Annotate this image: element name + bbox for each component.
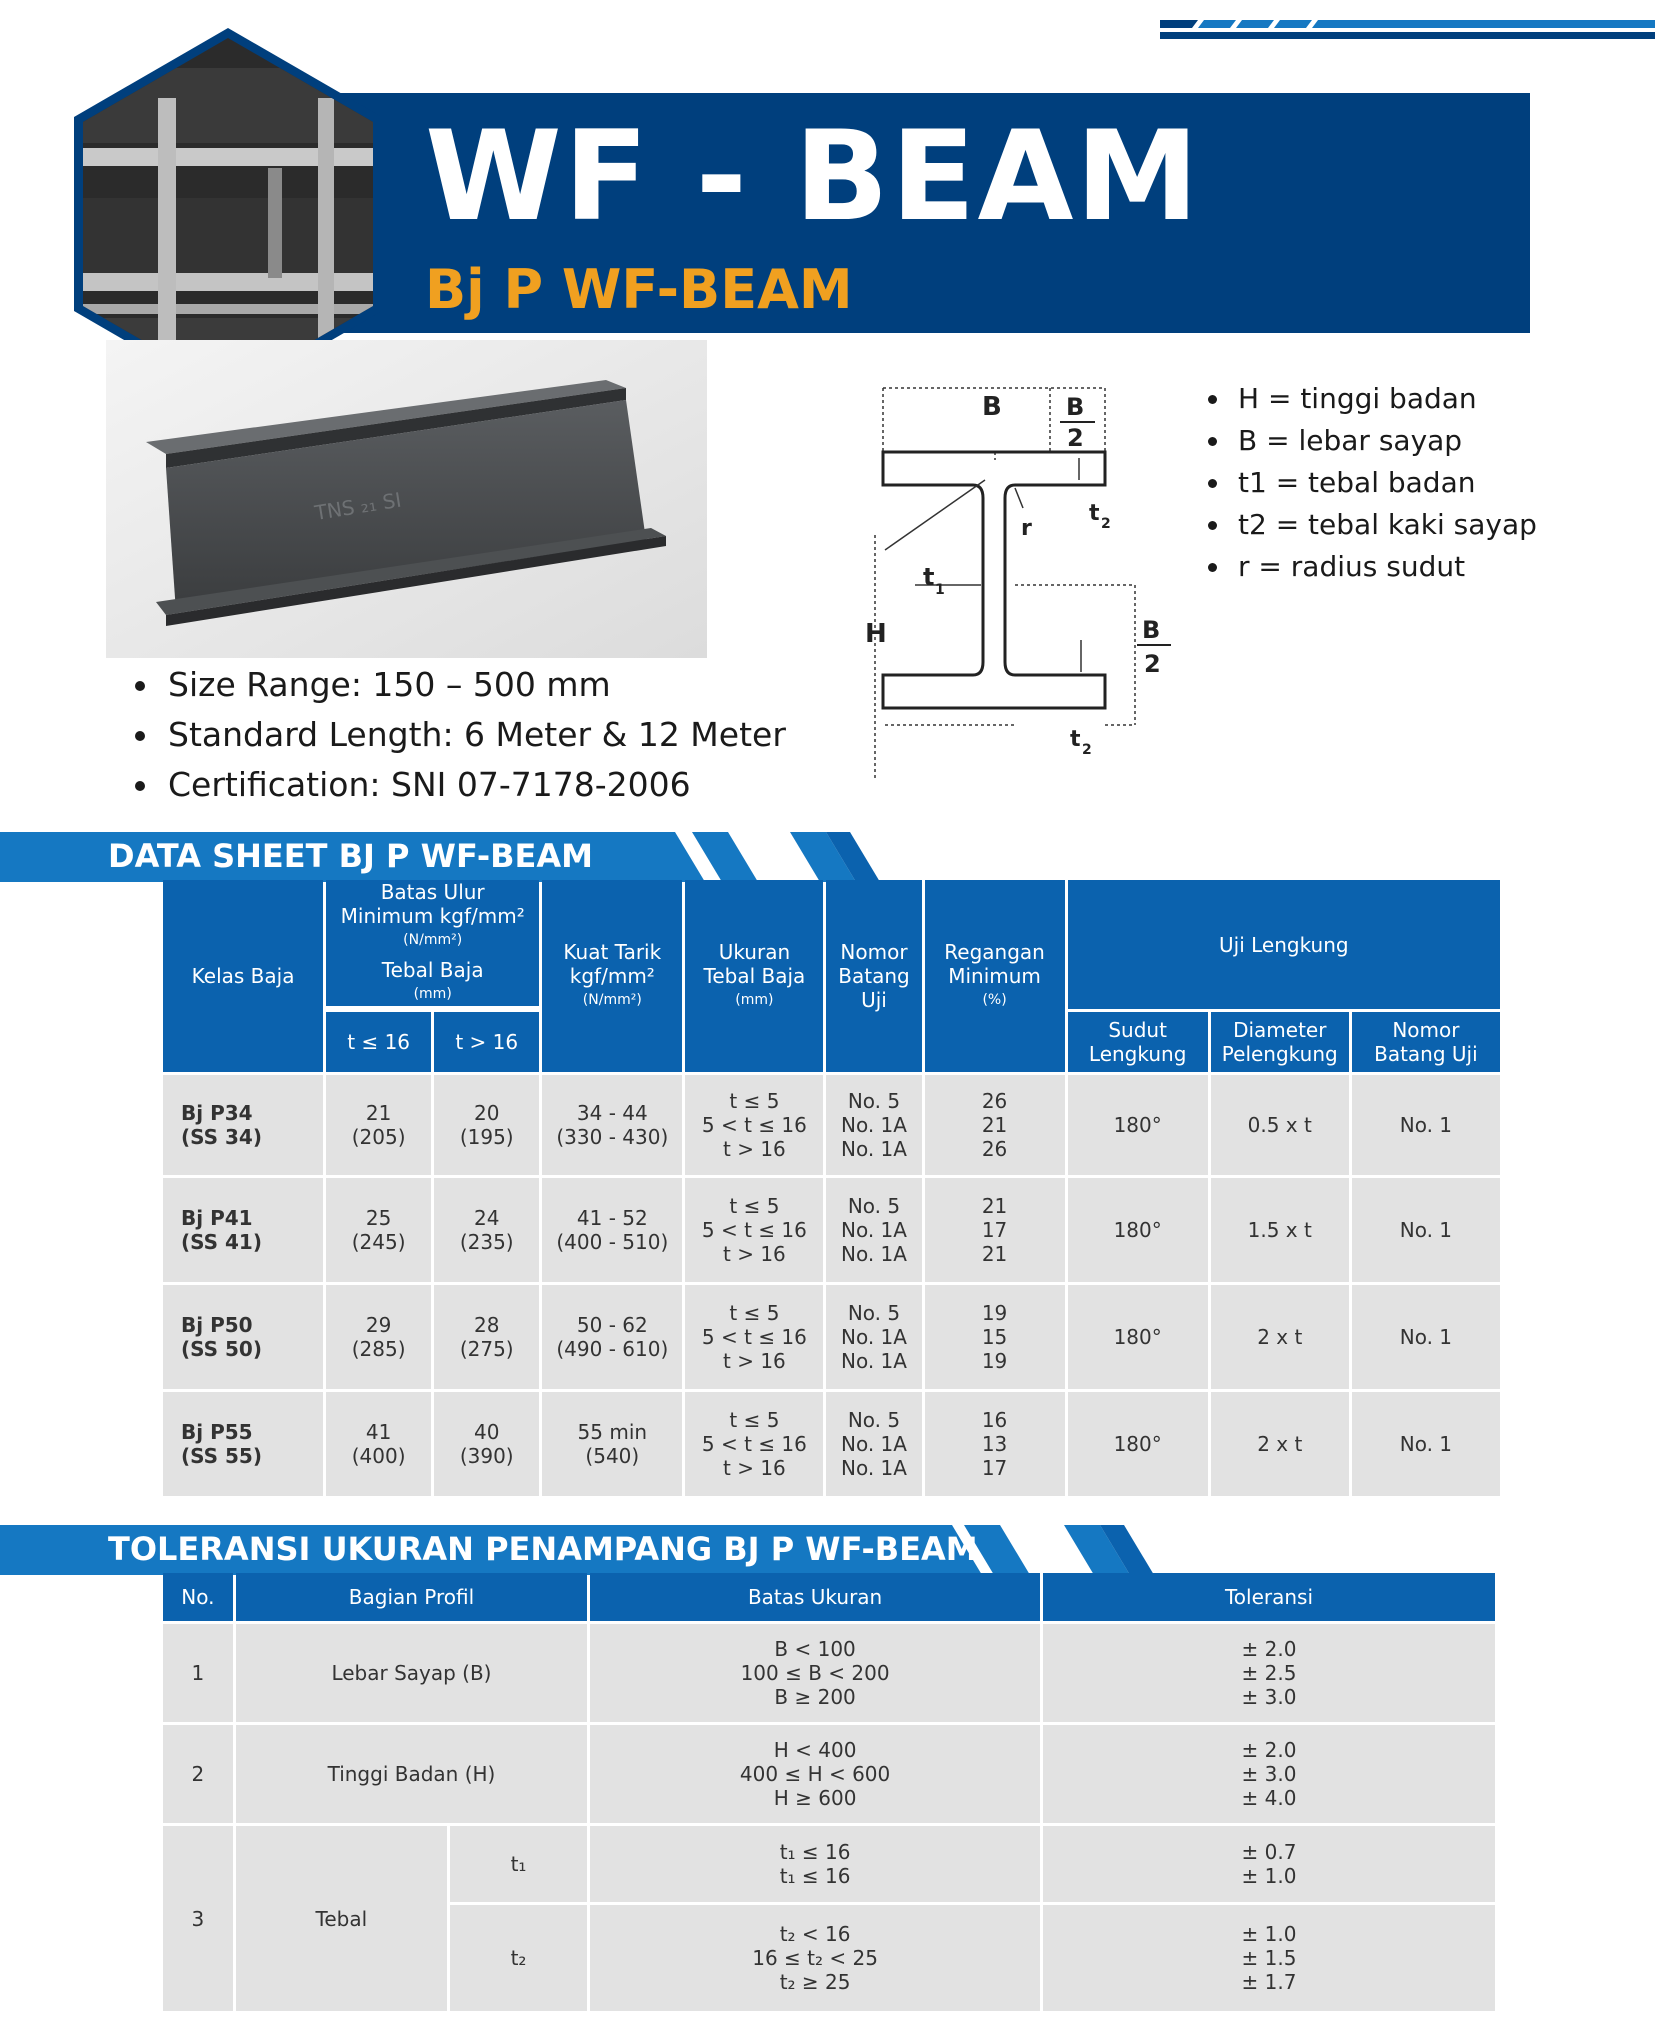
legend-b: • B = lebar sayap [1232,420,1537,462]
cell-diameter: 2 x t [1211,1392,1349,1496]
cell-diameter: 2 x t [1211,1285,1349,1389]
cell-diameter: 1.5 x t [1211,1178,1349,1282]
cell-tarik: 50 - 62 (490 - 610) [542,1285,682,1389]
table-row [163,1725,1495,1823]
th-no: No. [163,1573,233,1621]
diagram-label-r: r [1021,516,1032,541]
cell-kelas: Bj P50 (SS 50) [163,1285,323,1389]
diagram-label-b-half-top: B [1066,393,1085,421]
cell-nomor-uji: No. 1 [1352,1285,1500,1389]
cell-regangan: 26 21 26 [925,1075,1065,1175]
th-nomor-uji: Nomor Batang Uji [1352,1012,1500,1072]
cell-nomor-uji: No. 1 [1352,1178,1500,1282]
cell-ukuran: t ≤ 5 5 < t ≤ 16 t > 16 [685,1178,823,1282]
cell-toleransi-t2: ± 1.0 ± 1.5 ± 1.7 [1043,1905,1495,2011]
diagram-label-b-half-top-den: 2 [1067,424,1084,452]
cell-toleransi-t1: ± 0.7 ± 1.0 [1043,1826,1495,1902]
cell-toleransi: ± 2.0 ± 3.0 ± 4.0 [1043,1725,1495,1823]
diagram-label-t2-bottom-sub: 2 [1082,742,1092,758]
th-ukuran-tebal: Ukuran Tebal Baja (mm) [685,880,823,1072]
cell-le16: 25 (245) [326,1178,431,1282]
th-sudut: Sudut Lengkung [1068,1012,1208,1072]
cell-regangan: 19 15 19 [925,1285,1065,1389]
table-row [163,1392,1500,1496]
cell-gt16: 28 (275) [434,1285,539,1389]
legend-t1: • t1 = tebal badan [1232,462,1537,504]
th-kuat-tarik: Kuat Tarik kgf/mm² (N/mm²) [542,880,682,1072]
datasheet-section-bar [0,832,890,882]
spec-certification: • Certification: SNI 07-7178-2006 [162,760,786,810]
cell-sudut: 180° [1068,1285,1208,1389]
cell-sub-t1: t₁ [450,1826,587,1902]
tolerance-section-title: TOLERANSI UKURAN PENAMPANG BJ P WF-BEAM [108,1530,978,1568]
th-uji-lengkung: Uji Lengkung [1068,880,1500,1009]
th-toleransi: Toleransi [1043,1573,1495,1621]
cell-batas-t1: t₁ ≤ 16 t₁ ≤ 16 [590,1826,1040,1902]
spec-list [130,660,786,810]
cell-kelas: Bj P34 (SS 34) [163,1075,323,1175]
cell-tarik: 55 min (540) [542,1392,682,1496]
th-regangan: Regangan Minimum (%) [925,880,1065,1072]
table-row [163,1826,1495,1902]
cell-bagian: Tinggi Badan (H) [236,1725,587,1823]
cell-no: 1 [163,1624,233,1722]
table-row [163,1075,1500,1175]
cell-sudut: 180° [1068,1392,1208,1496]
spec-size-range: • Size Range: 150 – 500 mm [162,660,786,710]
cell-tarik: 41 - 52 (400 - 510) [542,1178,682,1282]
datasheet-section-title: DATA SHEET BJ P WF-BEAM [108,837,593,875]
th-batas-ulur: Batas Ulur Minimum kgf/mm² (N/mm²) Tebal Baja (mm) [326,880,539,1006]
cell-sub-t2: t₂ [450,1905,587,2011]
cell-nomor-uji: No. 1 [1352,1075,1500,1175]
diagram-label-h: H [865,619,887,649]
cell-kelas: Bj P55 (SS 55) [163,1392,323,1496]
diagram-label-b-half-right: B [1142,616,1161,644]
cell-le16: 41 (400) [326,1392,431,1496]
diagram-label-b-half-right-den: 2 [1144,650,1161,678]
cell-gt16: 20 (195) [434,1075,539,1175]
cell-nomor: No. 5 No. 1A No. 1A [826,1392,921,1496]
cell-ukuran: t ≤ 5 5 < t ≤ 16 t > 16 [685,1285,823,1389]
th-kelas-baja: Kelas Baja [163,880,323,1072]
th-t-le16: t ≤ 16 [326,1012,431,1072]
cell-regangan: 16 13 17 [925,1392,1065,1496]
wf-cross-section-diagram [855,380,1175,800]
datasheet-table [160,877,1503,1499]
cell-le16: 29 (285) [326,1285,431,1389]
cell-sudut: 180° [1068,1178,1208,1282]
th-diameter: Diameter Pelengkung [1211,1012,1349,1072]
diagram-label-b: B [982,392,1002,422]
cell-gt16: 24 (235) [434,1178,539,1282]
table-row [163,1178,1500,1282]
diagram-label-t2-top-sub: 2 [1101,516,1111,532]
cell-bagian-tebal: Tebal [236,1826,447,2011]
legend-h: • H = tinggi badan [1232,378,1537,420]
th-bagian-profil: Bagian Profil [236,1573,587,1621]
th-nomor-batang: Nomor Batang Uji [826,880,921,1072]
cell-no: 3 [163,1826,233,2011]
diagram-label-t1: t [923,563,935,591]
page-subtitle: Bj P WF-BEAM [425,258,853,321]
diagram-label-t1-sub: 1 [935,582,945,598]
cell-le16: 21 (205) [326,1075,431,1175]
legend-t2: • t2 = tebal kaki sayap [1232,504,1537,546]
cell-regangan: 21 17 21 [925,1178,1065,1282]
cell-tarik: 34 - 44 (330 - 430) [542,1075,682,1175]
svg-text:TNS ₂₁ SI: TNS ₂₁ SI [313,487,403,525]
cell-nomor: No. 5 No. 1A No. 1A [826,1285,921,1389]
page-title: WF - BEAM [425,105,1201,249]
cell-batas-t2: t₂ < 16 16 ≤ t₂ < 25 t₂ ≥ 25 [590,1905,1040,2011]
cell-nomor-uji: No. 1 [1352,1392,1500,1496]
cell-ukuran: t ≤ 5 5 < t ≤ 16 t > 16 [685,1392,823,1496]
diagram-label-t2-top: t [1089,501,1100,526]
th-batas-ukuran: Batas Ukuran [590,1573,1040,1621]
cell-batas: H < 400 400 ≤ H < 600 H ≥ 600 [590,1725,1040,1823]
cell-nomor: No. 5 No. 1A No. 1A [826,1178,921,1282]
cell-toleransi: ± 2.0 ± 2.5 ± 3.0 [1043,1624,1495,1722]
tolerance-section-bar [0,1525,1160,1575]
cell-batas: B < 100 100 ≤ B < 200 B ≥ 200 [590,1624,1040,1722]
cell-ukuran: t ≤ 5 5 < t ≤ 16 t > 16 [685,1075,823,1175]
cell-sudut: 180° [1068,1075,1208,1175]
top-decor-stripes [1160,18,1655,48]
cell-gt16: 40 (390) [434,1392,539,1496]
cell-kelas: Bj P41 (SS 41) [163,1178,323,1282]
symbol-legend [1200,378,1537,588]
tolerance-table [160,1570,1498,2014]
diagram-label-t2-bottom: t [1070,727,1081,752]
th-t-gt16: t > 16 [434,1012,539,1072]
cell-bagian: Lebar Sayap (B) [236,1624,587,1722]
wf-beam-photo [106,340,707,658]
table-row [163,1285,1500,1389]
cell-diameter: 0.5 x t [1211,1075,1349,1175]
legend-r: • r = radius sudut [1232,546,1537,588]
spec-standard-length: • Standard Length: 6 Meter & 12 Meter [162,710,786,760]
cell-nomor: No. 5 No. 1A No. 1A [826,1075,921,1175]
cell-no: 2 [163,1725,233,1823]
table-row [163,1624,1495,1722]
